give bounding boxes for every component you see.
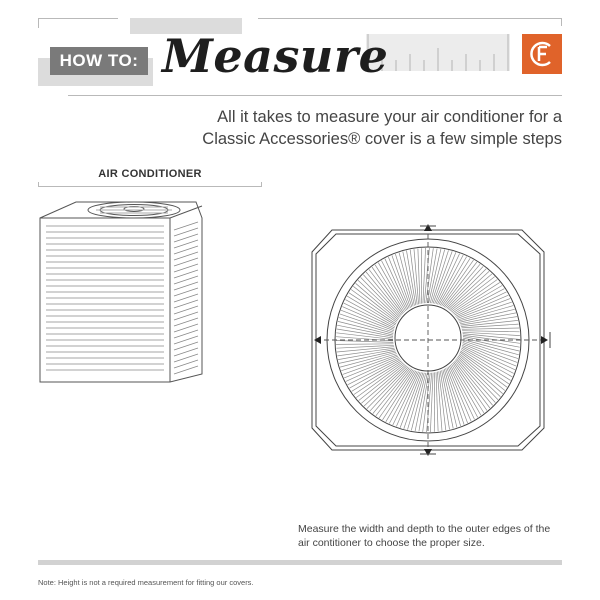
header-rule xyxy=(38,18,118,19)
label-rule xyxy=(261,182,262,187)
intro-text xyxy=(182,106,562,150)
classic-accessories-logo-icon xyxy=(522,34,562,74)
instruction-line: air contitioner to choose the proper size. xyxy=(298,537,485,549)
air-conditioner-label: AIR CONDITIONER xyxy=(98,168,202,180)
header-rule xyxy=(68,95,562,96)
how-to-badge: HOW TO: xyxy=(50,47,148,75)
measure-instructions xyxy=(298,522,568,550)
page-title: Measure xyxy=(162,29,389,83)
label-rule xyxy=(38,186,262,187)
footer-bar xyxy=(38,560,562,565)
arrow-icon xyxy=(424,224,432,231)
arrow-icon xyxy=(314,336,321,344)
arrow-icon xyxy=(424,449,432,456)
intro-line: All it takes to measure your air conditioner for a xyxy=(217,108,562,126)
label-rule xyxy=(38,182,39,187)
intro-line: Classic Accessories® cover is a few simple steps xyxy=(202,130,562,148)
top-view-diagram xyxy=(304,222,558,458)
instruction-line: Measure the width and depth to the outer edges of the xyxy=(298,523,551,535)
header-rule xyxy=(258,18,562,19)
air-conditioner-illustration xyxy=(36,196,206,386)
footer-note: Note: Height is not a required measurement for fitting our covers. xyxy=(38,578,254,587)
header-rule xyxy=(38,18,39,28)
header-rule xyxy=(561,18,562,26)
